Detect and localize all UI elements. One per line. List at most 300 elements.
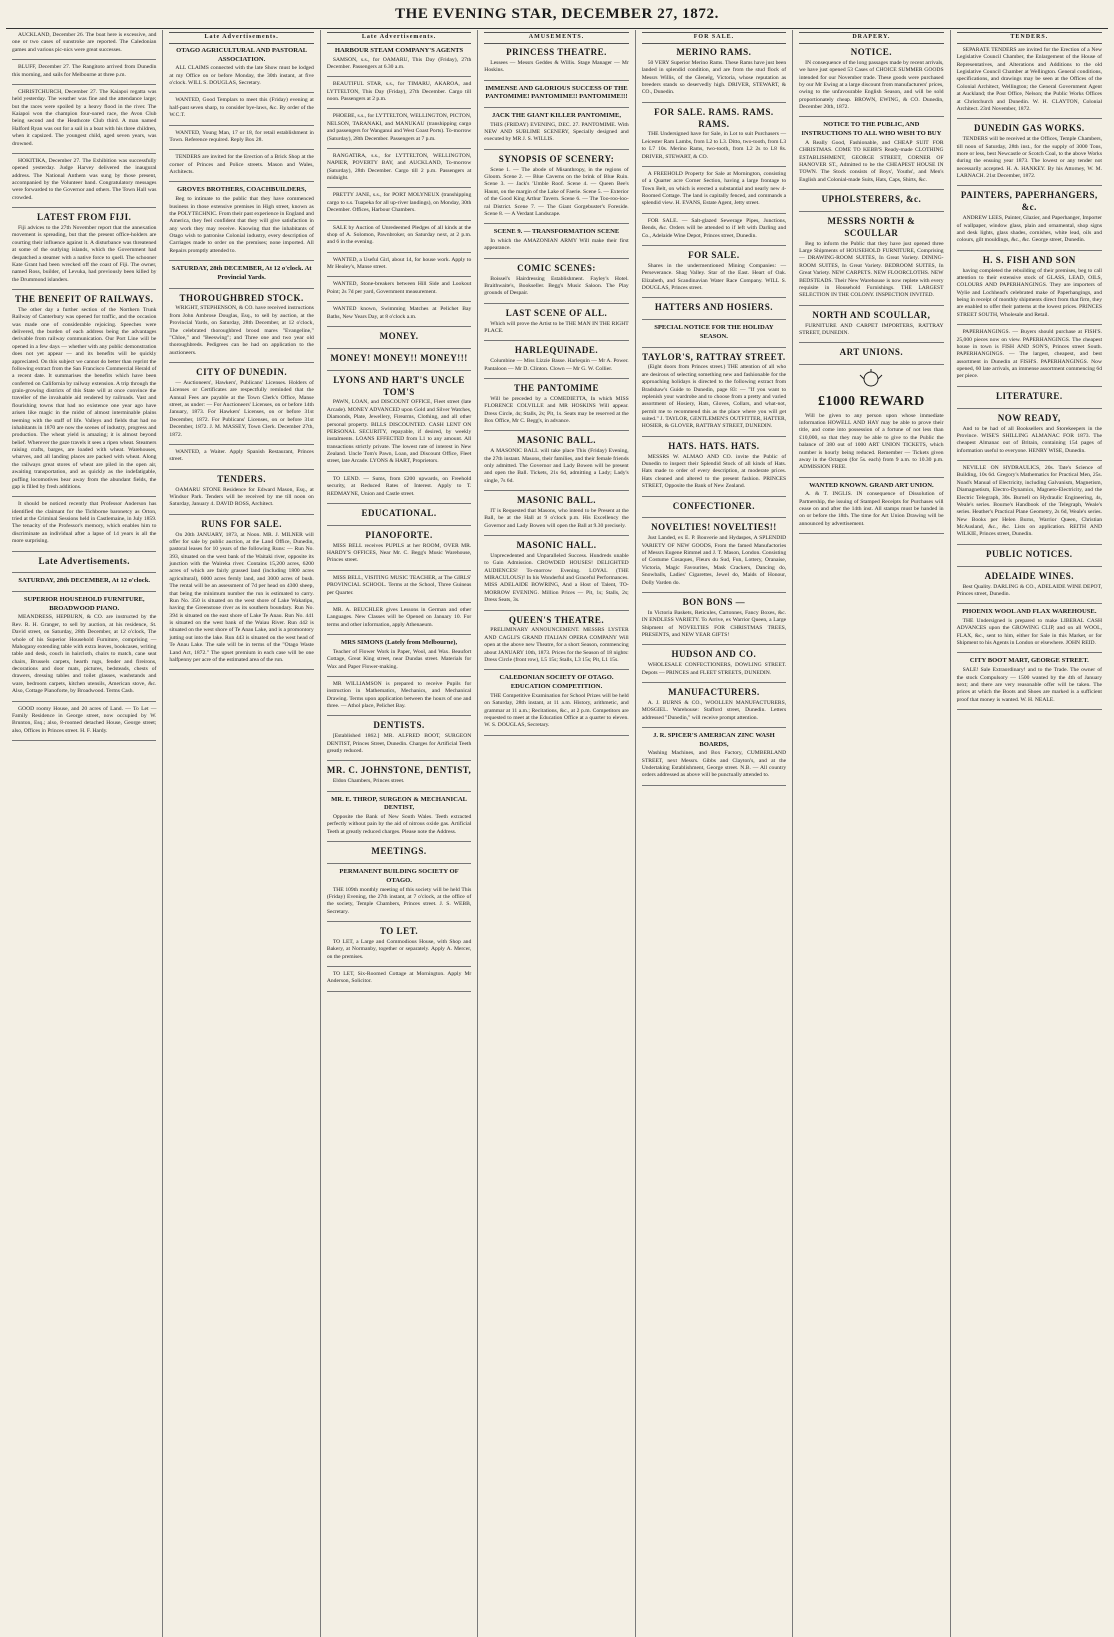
divider [169,92,313,93]
article-body: In Victoria Baskets, Reticules, Cartonnes, Fancy Boxes, &c. IN ENDLESS VARIETY. To Arrive, ex Warrior Queen, a Large Shipment of NOVELTIES FOR CHRISTMAS TREES, PRESENTS, and NEW YEAR GIFTS! [641,609,787,638]
divider [484,378,628,379]
divider [957,603,1102,604]
divider [799,211,943,212]
divider [327,301,471,302]
article-body: SALE! Sale Extraordinary! and to the Trade. The owner of the stock Compulsory — 1500 wanted by the 4th of January next; and there are very reasonable offer will be taken. The prices at which the Boots and Shoes are marked is a sufficient proof that money is wanted. W. H. NEALE. [956,667,1102,703]
divider [642,436,786,437]
column-header: FOR SALE. [642,32,786,44]
royal-crest-icon [799,369,943,389]
article [957,123,1102,180]
divider [484,535,628,536]
article-body: TO LEND. — Sums, from £200 upwards, on Freehold security, at Reduced Rates of Interest. Apply to T. REDMAYNE, Union and Castle street. [326,475,472,497]
article-title: TO LET. [379,926,419,936]
article [327,971,471,986]
article-title: MERINO RAMS. [676,46,752,57]
divider [169,125,313,126]
divider [484,303,628,304]
column-header: AMUSEMENTS. [484,32,628,44]
article [169,186,313,255]
article-body: FURNITURE AND CARPET IMPORTERS, RATTRAY STREET, DUNEDIN. [799,322,944,336]
article-title: TENDERS. [217,473,267,484]
masthead [6,0,1108,29]
article-title: CONFECTIONER. [672,500,756,511]
article-title: CALEDONIAN SOCIETY OF OTAGO. EDUCATION COMPETITION. [499,674,614,691]
divider [484,735,628,736]
article [327,281,471,296]
article-title: NOTICE TO THE PUBLIC, AND INSTRUCTIONS TO ALL WHO WISH TO BUY [801,121,942,138]
divider [12,496,156,497]
article-body: Shares in the undermentioned Mining Companies: — Perseverance. Shag Valley. Star of the East. Heart of Oak. Elizabeth, and Scandinavian Water Race Company. WILL S. DOUGLAS, Princes street. [641,262,787,291]
article-title: COMIC SCENES: [517,262,596,273]
divider [327,187,471,188]
divider [642,213,786,214]
article [484,674,628,729]
article [12,32,156,54]
article-body: THE Competitive Examination for School Prizes will be held on Saturday, 28th instant, at 11 a.m. History, arithmetic, and grammar at 11 a.m.; Recitations, &c., at 2 p.m. Competitors are requested to meet at the Education Office at a quarter to eleven. W. S. DOUGLAS, Secretary. [484,692,629,729]
divider [327,760,471,761]
article-title: PERMANENT BUILDING SOCIETY OF OTAGO. [339,868,459,884]
divider [169,669,313,670]
divider [327,503,471,504]
article-title: MASONIC BALL. [516,435,596,446]
article-body: In which the AMAZONIAN ARMY Will make their first appearance. [484,237,629,252]
article-body: TO LET, a Large and Commodious House, with Shop and Bakery, at Normanby, together or separately. Apply A. Mercer, on the premises. [326,938,472,960]
article [327,530,471,565]
divider [327,276,471,277]
divider [799,189,943,190]
divider [12,591,156,592]
divider [327,921,471,922]
article [642,250,786,292]
divider [642,297,786,298]
article [327,225,471,247]
article [12,596,156,696]
divider [327,370,471,371]
article [642,171,786,208]
article-title: NORTH AND SCOULLAR, [812,309,931,320]
article [169,449,313,464]
article-title: MANUFACTURERS. [668,686,760,697]
article-title: IMMENSE AND GLORIOUS SUCCESS OF THE PANTOMIME! PANTOMIME!! PANTOMIME!!! [485,84,628,101]
article-title: PAINTERS, PAPERHANGERS, &c. [960,190,1098,213]
divider [12,59,156,60]
article [327,796,471,837]
article [484,435,628,485]
divider [484,610,628,611]
article [957,657,1102,704]
article [484,154,628,219]
article [799,216,943,300]
article [642,501,786,513]
divider [957,386,1102,387]
article [642,352,786,431]
article [484,228,628,252]
article-title: EDUCATIONAL. [361,507,437,518]
article [327,47,471,71]
article-title: SATURDAY, 28th DECEMBER, At 12 o'clock. At Provincial Yards. [171,265,312,281]
article-body: Best Quality. DARLING & CO., ADELAIDE WINE DEPOT, Princes street, Dunedin. [956,583,1102,597]
divider [327,108,471,109]
divider [484,80,628,81]
article-title: MR. E. THROP, SURGEON & MECHANICAL DENTIST, [331,795,468,812]
article-body: THE Undersigned is prepared to make LIBERAL CASH ADVANCES upon the GROWING CLIP, and on all WOOL, FLAX, &c., sent to him, either for Sale in this Market, or for Shipment to his Agents in London or elsewhere. JOHN REID. [956,617,1102,647]
divider [957,185,1102,186]
divider [484,669,628,670]
article-body: ANDREW LEES, Painter, Glazier, and Paperhanger, Importer of wallpaper, window glass, plain and ornamental, shop signs and desk lights, glass shades, cornishes, white lead, oils and colours, gilt mouldings, &c., &c. George street, Dunedin. [956,215,1102,244]
article-body: A MASONIC BALL will take place This (Friday) Evening, the 27th instant. Masons, their families, and their female friends only admitted. The Governor and Lady Bowen will be present and open the Ball. Tickets, 21s 6d, admitting a Lady; Lady's single, 7s 6d. [484,448,629,484]
article-body: Fiji advices to the 27th November report that the annexation movement is spreading, but that the present office-holders are courting their influence against it. A disturbance was threatened at some of the outlying islands, which the Government had despatched a steamer with a native force to quell. The schooner Kate Grant had been wrecked off the coast of Fiji. The owner, named Ross, builder, of Levuka, had previously been killed by the Drummond islanders. [12,225,157,283]
article-title: ADELAIDE WINES. [984,570,1074,581]
divider [799,364,943,365]
article [484,85,628,102]
article-title: THE BENEFIT OF RAILWAYS. [15,294,154,304]
article-body: WANTED, Good Templars to meet this (Friday) evening at half-past seven sharp, to consider bye-laws, &c. By order of the W.C.T. [169,97,314,119]
article-title: LAST SCENE OF ALL. [505,307,608,318]
divider [327,841,471,842]
divider [642,245,786,246]
article [169,97,313,119]
article-body: — Auctioneers', Hawkers', Publicans' Licenses. Holders of Licenses or Certificates are respectfully reminded that the Annual Fees are payable at the Town Clerk's Office, Manse street, as under: — For Auctioneers' Licenses, on or before 14th January, 1873. For Hawkers' Licenses, on or before 31st December, 1872. For Publicans' Licenses, on or before 31st December, 1872. J. M. MASSEY, Town Clerk. December 27th, 1872. [169,379,314,438]
article-body: Will be given to any person upon whose immediate information HOWELL AND HAY may be able to prove their title, and come into possession of a fortune of not less than £10,000, so that they may be able to give to the Public the balance of 380 out of 1000 ART UNION TICKETS, which number is hourly being reduced. Remember — Tickets given away in the Octagon (for 5s. each) from 9 a.m. to 10.30 p.m. ADMISSION FREE. [799,412,944,471]
article-title: SYNOPSIS OF SCENERY: [498,153,615,164]
article [642,522,786,587]
divider [642,319,786,320]
article-title: WANTED KNOWN. GRAND ART UNION. [809,481,934,489]
divider [484,340,628,341]
article-body: (Eight doors from Princes street.) THE attention of all who are desirous of selecting something new and fashionable for the approaching holidays is directed to the following extract from Bradshaw's Guide to Dunedin, page 83: — "If you want to replenish your wardrobe and to choose from a pretty and varied assortment of Hosiery, Hats, Gloves, Collars, and what-not, permit me to recommend this as the place where you will get suited." J. TAYLOR, GENTLEMEN'S OUTFITTER, HATTER, HOSIER, & GLOVER, RATTRAY STREET, DUNEDIN. [641,364,787,430]
divider [169,260,313,261]
divider [642,102,786,103]
divider [12,551,156,552]
article [799,47,943,112]
divider [957,652,1102,653]
divider [169,514,313,515]
article-body: Columbine — Miss Lizzie Basse. Harlequin — Mr A. Power. Pantaloon — Mr D. Clinton. Clown — Mr G. W. Collier. [484,358,629,372]
article-body: A FREEHOLD Property for Sale at Mornington, consisting of a Quarter acre Corner Section, having a large frontage to Town Belt, on which is erected a substantial and nearly new 4-Roomed Cottage. The land is capitally fenced, and commands a splendid view. H. EVANS, Estate Agent, Jetty street. [641,170,787,207]
article [957,413,1102,455]
article-body: Washing Machines, and Box Factory, CUMBERLAND STREET, next Messrs. Gibbs and Clayton's, and at the Undertaking Establishment, George street. N.B. — All country orders addressed as above will be punctually attended to. [641,750,787,779]
divider [327,715,471,716]
article-body: TO LET, Six-Roomed Cottage at Mornington. Apply Mr Anderson, Solicitor. [326,971,472,985]
article [169,519,313,665]
article [327,476,471,498]
article [642,687,786,722]
divider [12,740,156,741]
article-title: QUEEN'S THEATRE. [508,614,605,625]
article [169,130,313,145]
article-body: PHOEBE, s.s., for LYTTELTON, WELLINGTON, PICTON, NELSON, TARANAKI, and MANUKAU (transhipping cargo and passengers for Wanganui and West Coast Ports). To-morrow (Saturday), 28th December. Passengers at 7 p.m. [326,113,472,142]
article-body: THE Undersigned have for Sale, in Lot to suit Purchasers — Leicester Ram Lambs, from L2 to L3. Ditto, two-tooth, from L3 to L7 10s. Merino Rams, two-tooth, from L2 2s to L8 8s. DRIVER, STEWART, & CO. [641,131,787,160]
article-title: H. S. FISH AND SON [982,254,1076,265]
column-header: Late Advertisements. [327,32,471,44]
article-title: ART UNIONS. [839,347,904,358]
article-title: MRS SIMONS (Lately from Melbourne), [340,639,458,647]
article-title: SPECIAL NOTICE FOR THE HOLIDAY SEASON. [654,324,774,340]
article-title: HARBOUR STEAM COMPANY'S AGENTS [334,46,464,54]
divider [327,791,471,792]
article [12,577,156,586]
article-body: Unprecedented and Unparalleled Success. Hundreds unable to Gain Admission. CROWDED HOUSES! DELIGHTED AUDIENCES! To-morrow Evening. LOYAL (THE MIRACULOUS)! In his Wonderful and Graceful Performances. MISS ADELAIDE BOWRING, And a Host of Talent, TO-MORROW EVENING. Million Prices — Pit, 1s; Stalls, 2s; Dress Seats, 3s. [484,552,629,604]
article-body: SALE by Auction of Unredeemed Pledges of all kinds at the shop of A. Solomon, Pawnbroker, on Saturday next, at 2 p.m. and 6 in the evening. [326,224,472,246]
article [799,121,943,184]
column-6 [793,30,950,1637]
article-body: A. & T. INGLIS. IN consequence of Dissolution of Partnership, the issuing of Stamped Receipts for Purchases will cease on and after the 14th inst. All stamps must be handed in on or before the 18th. The time for Art Union Drawing will be announced by advertisement. [799,491,944,527]
article-body: Will be preceded by a COMEDIETTA, In which MISS FLORENCE COLVILLE and MR HOSKINS Will appear. Dress Circle, 4s; Stalls, 2s; Pit, 1s. Seats may be reserved at the Box Office, Mr C. Begg's, in advance. [484,395,629,424]
article-title: MASONIC BALL. [516,495,596,506]
divider [169,149,313,150]
article-body: Scene 1. — The abode of Misanthropy, in the regions of Gloom. Scene 2. — Blue Caverns on the brink of Blue Ruin. Scene 3. — Jack's 'Umble Roof. Scene 4. — Queen Bee's Haunt, on the margin of the Lake of Faerie. Scene 5. — Exterior of the Good King Arthur Tavern. Scene 6. — The Too-roo-loo-ral District. Scene 7. — The Giant Gorgebuster's Foreside. Scene 8. — A Verdant Landscape. [484,166,629,217]
article-title: NOW READY, [997,412,1061,423]
divider [484,149,628,150]
article-title: PHOENIX WOOL AND FLAX WAREHOUSE. [962,608,1097,616]
article [799,347,943,359]
divider [957,408,1102,409]
article-body: Opposite the Bank of New South Wales. Teeth extracted perfectly without pain by the aid of nitrous oxide gas. Artificial Teeth at greatly reduced charges. Please note the Address. [326,814,472,835]
article [327,192,471,214]
article [169,367,313,439]
article [327,765,471,785]
article-title: MR. C. JOHNSTONE, DENTIST, [326,765,472,776]
article-body: CHRISTCHURCH, December 27. The Kaiapoi regatta was held yesterday. The weather was fine and the attendance large; but the races were spoiled by a heavy flood in the river. The Kaiapoi won the champion four-oared race, the Avon Club being second and the Heathcote Club third. A man named Halford Ryan was out for a sail in a boat with his three children, when it capsized. The youngest child, aged seven years, was drowned. [12,88,157,147]
article [327,331,471,343]
article-title: GROVES BROTHERS, COACHBUILDERS, [176,186,307,194]
divider [327,966,471,967]
article-body: WANTED, Stone-breakers between Hill Side and Lookout Point; 2s 7d per yard, Government measurement. [326,281,472,295]
article [327,868,471,916]
article-title: TAYLOR'S, RATTRAY STREET. [642,351,786,362]
divider [957,460,1102,461]
divider [327,676,471,677]
article [327,639,471,671]
article-title: FOR SALE. RAMS. RAMS. RAMS. [654,106,774,129]
article-title: CITY BOOT MART, GEORGE STREET. [969,657,1089,665]
article-body: SEPARATE TENDERS are invited for the Erection of a New Legislative Council Chamber, the Enlargement of the House of Representatives, and Alterations and Additions to the old Legislative Council Chamber at Wellington. General conditions, specifications, and drawings may be seen at the Offices of the Colonial Architect, Wellington; the General Government Agent at Auckland; the Post Office, Nelson; the Public Works Offices at Christchurch and Dunedin. W. H. CLAYTON, Colonial Architect. 23rd November, 1872. [956,46,1102,112]
article [12,158,156,202]
divider [12,289,156,290]
article-title: HUDSON AND CO. [671,649,757,660]
divider [12,207,156,208]
article-title: DUNEDIN GAS WORKS. [973,123,1085,134]
divider [327,326,471,327]
article-body: Which will prove the Artist to be THE MAN IN THE RIGHT PLACE. [484,320,629,334]
article-title: £1000 REWARD [817,394,925,410]
article-title: RUNS FOR SALE. [201,518,283,529]
divider [169,444,313,445]
article-body: [Established 1862.] MR. ALFRED BOOT, SURGEON DENTIST, Princes Street, Dunedin. Charges for Artificial Teeth greatly reduced. [326,733,472,755]
divider [327,148,471,149]
article [957,47,1102,113]
article-title: SCENE 9. — TRANSFORMATION SCENE [493,228,620,236]
article-title: SATURDAY, 28th DECEMBER, At 12 o'clock. [18,577,151,585]
article-title: HATS. HATS. HATS. [668,440,760,451]
article [327,257,471,272]
article [169,47,313,88]
article-body: BLUFF, December 27. The Rangitoto arrived from Dunedin this morning, and sails for Melbourne at three p.m. [12,64,157,78]
divider [327,252,471,253]
article-body: MISS BELL, VISITING MUSIC TEACHER, at The GIRLS' PROVINCIAL SCHOOL. Terms at the School, Three Guineas per Quarter. [326,574,472,596]
divider [957,250,1102,251]
article [327,681,471,711]
article-body: IN consequence of the long passages made by recent arrivals, we have just opened 53 Cases of CHOICE SUMMER GOODS intended for our November trade. These goods were purchased by our Mr Ewing at a large discount from manufacturers' prices, owing to the unfavourable English Season, and will be sold proportionately cheap. BROWN, EWING, & CO. Dunedin, December 20th, 1872. [799,59,944,111]
article-title: MEETINGS. [371,846,427,857]
divider [642,517,786,518]
divider [642,347,786,348]
divider [12,701,156,702]
divider [327,570,471,571]
divider [12,84,156,85]
article-body: PRELIMINARY ANNOUNCEMENT. MESSRS LYSTER AND CAGLI'S GRAND ITALIAN OPERA COMPANY Will open at the above new Theatre, for a short Season, commencing about JANUARY 10th, 1873. Prices for the Season of 18 nights: Dress Circle (front row), L5 15s; Stalls, L3 15s; Pit, L1 15s. [484,627,629,663]
article [327,846,471,858]
article [327,81,471,103]
divider [484,490,628,491]
article-title: LYONS AND HART'S UNCLE TOM'S [333,374,465,397]
divider [642,644,786,645]
article-body: Boissel's Hairdressing Establishment. Fayley's Hotel. Braithwaite's, Bookseller. Begg's Music Saloon. The Play grounds of Despair. [484,275,629,297]
article-title: NOTICE. [850,46,892,57]
article-body: WHOLESALE CONFECTIONERS, DOWLING STREET. Depots — PRINCES and FLEET STREETS, DUNEDIN. [641,662,787,676]
article-body: WANTED known, Swimming Matches at Pelichet Bay Baths, New Years Day, at 8 o'clock a.m. [326,306,472,320]
article-title: BON BONS — [682,596,746,607]
article [484,112,628,144]
masthead-title: THE EVENING STAR, DECEMBER 27, 1872. [395,5,719,22]
article-body: PRETTY JANE, s.s., for PORT MOLYNEUX (transhipping cargo to s.s. Tuapeka for all up-river landings), on Monday, 30th December. Offices, Harbour Chambers. [326,192,472,214]
article-body: A Really Good, Fashionable, and CHEAP SUIT FOR CHRISTMAS. COME TO KEBB'S Ready-made CLOTHING ESTABLISHMENT, GEORGE STREET, CORNER OF HANOVER ST., Admitted to be the CHEAPEST HOUSE IN TOWN. The Stock consists of Boys', Youths', and Men's English and Colonial-made Suits, Hats, Caps, Shirts, &c. [799,139,944,183]
article-body: MISS BELL receives PUPILS at her ROOM, OVER MR. HARDY'S OFFICES, Near Mr. C. Begg's Music Warehouse, Princes street. [326,542,472,564]
article [169,265,313,282]
article [169,154,313,176]
article [327,153,471,183]
article [327,375,471,466]
article-body: MR. A. BEUCHLER gives Lessons in German and other Languages. New Classes will be Opened on January 10. For terms and other information, apply Athenaeum. [326,606,472,628]
article-body: 50 VERY Superior Merino Rams. These Rams have just been landed in splendid condition, and are from the stud flock of Messrs Willis, of the Glenelg, Victoria, whose reputation as breeders stands so deservedly high. DRIVER, STEWART, & CO., Dunedin. [641,59,787,96]
article-title: PIANOFORTE. [365,529,433,540]
column-2 [163,30,320,1637]
article-body: THE 109th monthly meeting of this society will be held This (Friday) Evening, the 27th instant, at 7 o'clock, at the office of the society, Temple Chambers, Princes street. J. S. WEBB, Secretary. [326,886,472,915]
article [484,308,628,336]
divider [327,634,471,635]
article-title: MONEY! MONEY!! MONEY!!! [330,352,468,363]
article-body: NEVILLE ON HYDRAULICS, 20s. Tate's Science of Building, 10s 6d. Gregory's Mathematics for Practical Men, 25s. Noad's Manual of Electricity, including Galvanism, Magnetism, Diamagnetism, Electro-Dynamics, Magneto-Electricity, and the Electric Telegraph, 30s. Burnell on Hydraulic Engineering, 4s, Weale's series. Bourne's Handbook of the Telegraph, Weale's series. Heather's Practical Plane Geometry, 2s 6d, Weale's series. New Books per Helen Burns, Warrior Queen, Christian McAusland, &c., &c. Lists on application. REITH AND WILKIE, Princes street, Dunedin. [956,465,1102,538]
article-body: FOR SALE. — Salt-glazed Sewerage Pipes, Junctions, Bends, &c. Orders will be attended to if left with Darling and Co., Adelaide Wine Depot, Princes street, Dunedin. [641,217,787,239]
divider [327,991,471,992]
article-body: having completed the rebuilding of their premises, beg to call attention to their extensive stock of GLASS, LEAD, OILS, COLOURS AND PAPERHANGINGS. They are importers of Wylie and Lochhead's celebrated make of Paperhangings, and being in receipt of monthly shipments direct from that firm, they are enabled to offer their patterns at the lowest prices. PRINCES STREET SOUTH, Wholesale and Retail. [956,267,1102,318]
article-body: Beg to intimate to the public that they have commenced business in those extensive premises in High street, known as the POLYTECHNIC. From their past experience in England and America, they feel confident that they will give satisfaction in any work they may receive. Knowing that the inhabitants of Otago wish to patronise Colonial industry, every description of Carriages made to order on the premises; none imported. All Repairs promptly attended to. [169,196,314,254]
divider [12,572,156,573]
divider [642,785,786,786]
article-body: MR WILLIAMSON is prepared to receive Pupils for instruction in Mathematics, Mechanics, and Mechanical Drawing. Terms upon application between the hours of one and three. — Athol place, Pelichet Bay. [326,680,472,710]
article [12,706,156,736]
divider [642,727,786,728]
article-body: Just Landed, ex E. P. Bouverie and Hydaspes, A SPLENDID VARIETY OF NEW GOODS, From the famed Manufactories of Messrs Eugene Rimmel and J. T. Mason, London. Consisting of Costume Cosaques, Fleurs du Sud, Fun, Lottery, Oranaise, Victoria, Magic Favourites, Mask Crackers, Dancing do, Snowballs, Ladies' Cigarettes, Jewel do, Maids of Honour, Dolly Varden do. [641,535,787,586]
article [642,441,786,491]
divider [957,324,1102,325]
article [484,495,628,530]
article-body: The other day a further section of the Northern Trunk Railway of Canterbury was opened for traffic, and the occasion was made one of considerable rejoicing. Speeches were delivered, the burden of each address being the advantages derivable from railway communication. Our Port Line will be opened in a few days — whether with any public demonstration does not yet appear — and its benefits will be quickly appreciated. On this subject we cannot do better than reprint the following extract from the San Francisco Commercial Herald of a recent date. It summarises the benefits which have been conferred on California by railway extension. A trip through the grain-growing districts of this State will at once convince the traveller of the invaluable aid rendered by railroads. Vast and flourishing towns that had no existence one year ago have arisen like magic in the midst of almost interminable plains teeming with the staff of life. Valleys and fields that had no inhabitants in 1870 are now the scenes of industry, progress and production. The wheat yield is amazing; it is almost beyond belief. Wherever the gaze travels it sees a ripen wheat. Steamers raising crafts, barges, are loaded with wheat. Warehouses, wharves, and all landing places are packed with wheat. Along the railways great stores of wheat are piled in the open air, awaiting transportation, and as quickly as the indefatigable, puffing locomotives bear away from the abundant fields, the gap is filled by fresh additions. [12,306,157,490]
divider [327,76,471,77]
article-title: Late Advertisements. [38,555,130,566]
article-body: WANTED, Young Man, 17 or 18, for retail establishment in Town. Reference required. Reply Box 28. [169,129,314,143]
article [642,302,786,314]
article [484,345,628,373]
column-3 [321,30,478,1637]
article-body: RANGATIRA, s.s., for LYTTELTON, WELLINGTON, NAPIER, POVERTY BAY, and AUCKLAND, To-morrow (Saturday), 28th December. Cargo till 2 p.m. Passengers at midnight. [326,152,472,182]
column-header: Late Advertisements. [169,32,313,44]
article-title: MESSRS NORTH & SCOULLAR [827,215,916,238]
article [169,293,313,358]
article [484,47,628,75]
column-4 [478,30,635,1637]
divider [799,533,943,534]
article-body: IT is Requested that Masons, who intend to be Present at the Ball, be at the Hall at 9 o'clock p.m. His Excellency the Governor and Lady Bowen will open the Ball at 9.30 precisely. [484,507,629,529]
article [327,720,471,755]
article [484,263,628,298]
divider [957,566,1102,567]
article-body: WANTED, a Waiter. Apply Spanish Restaurant, Princes street. [169,448,314,463]
article [327,353,471,365]
article-title: HARLEQUINADE. [514,345,599,356]
divider [169,469,313,470]
column-1 [6,30,163,1637]
article-body: GOOD roomy House, and 20 acres of Land. — To Let — Family Residence in George street, now occupied by W. Brunton, Esq.; also, 8-roomed detached House, George street; also, Offices in Princes street. H. F. Hardy. [12,705,157,734]
article-body: BEAUTIFUL STAR, s.s., for TIMARU, AKAROA, and LYTTELTON, This Day (Friday), 27th December. Cargo till noon. Passengers at 2 p.m. [326,81,472,103]
article [799,482,943,529]
article-title: MONEY. [379,330,419,341]
article [799,369,943,471]
article [327,306,471,321]
article-body: PAWN, LOAN, and DISCOUNT OFFICE, Fleet street (late Arcade). MONEY ADVANCED upon Gold and Silver Watches, Diamonds, Plate, Jewellery, Firearms, Clothing, and all other personal property. BILLS DISCOUNTED. CASH LENT ON PERSONAL SECURITY, repayable, if desired, by weekly instalments. LOANS EFFECTED from L1 to any amount. All transactions strictly private. The lowest rate of interest in New Zealand. Uncle Tom's Pawn, Loan, and Discount Office, Fleet street, late Arcade. LYONS & HART, Proprietors. [326,399,472,465]
article-body: SAMSON, s.s., for OAMARU, This Day (Friday), 27th December. Passengers at 6.30 a.m. [326,56,472,70]
article [642,597,786,639]
divider [642,496,786,497]
article-title: HATTERS AND HOSIERS. [654,302,773,313]
article [642,324,786,341]
divider [484,223,628,224]
column-5 [636,30,793,1637]
article [642,732,786,780]
article [799,310,943,338]
article-title: CITY OF DUNEDIN. [196,367,288,378]
article [957,608,1102,647]
article [642,218,786,240]
article-title: LITERATURE. [995,390,1063,401]
article-body: PAPERHANGINGS. — Buyers should purchase at FISH'S. 25,000 pieces now on view. PAPERHANGINGS. The cheapest house in town is FISH AND SON'S, Princes street South. PAPERHANGINGS. — The largest, cheapest, and best assortment in Dunedin at FISH'S. PAPERHANGINGS. Now opened, 60 late arrivals, an immense assortment commencing 6d per piece. [956,329,1102,380]
article-title: THE PANTOMIME [514,382,599,393]
article-body: THIS (FRIDAY) EVENING, DEC. 27. PANTOMIME. With NEW AND SUBLIME SCENERY, Specially designed and executed by MR J. S. WILLIS. [484,121,629,143]
divider [484,107,628,108]
article [12,294,156,491]
divider [957,118,1102,119]
article [642,649,786,677]
article-title: PRINCESS THEATRE. [506,46,607,57]
divider [484,258,628,259]
article [12,89,156,148]
divider [642,166,786,167]
divider [327,863,471,864]
column-7 [951,30,1108,1637]
divider [327,471,471,472]
article-title: SUPERIOR HOUSEHOLD FURNITURE, BROADWOOD PIANO. [23,596,145,612]
divider [642,682,786,683]
article-body: MESSRS W. ALMAO AND CO. invite the Public of Dunedin to inspect their Splendid Stock of all kinds of Hats. Hats made to order of every description, at moderate prices. Hats cleaned and altered to the present fashion. PRINCES STREET, Opposite the Bank of New Zealand. [641,453,787,490]
article-title: J. R. SPICER'S AMERICAN ZINC WASH BOARDS, [653,731,775,748]
columns [6,30,1108,1637]
article [799,194,943,206]
article [957,465,1102,539]
column-header: TENDERS. [957,32,1102,44]
article-title: NOVELTIES! NOVELTIES!! [651,522,777,533]
article-body: Lessees — Messrs Geddes & Willis. Stage Manager — Mr Hoskins. [484,59,629,74]
article [642,107,786,161]
